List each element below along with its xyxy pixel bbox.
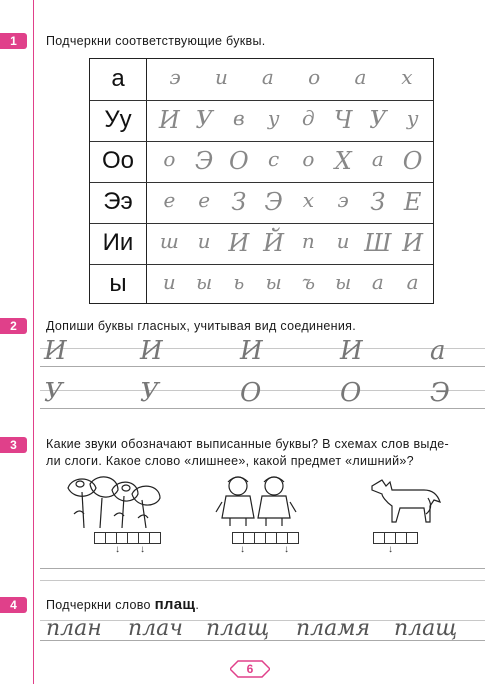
writing-line (40, 580, 485, 581)
task-number-3: 3 (0, 437, 27, 453)
arrow-down-icon: ↓ (140, 544, 145, 555)
dolls-illustration (214, 474, 298, 528)
page-margin-line (33, 0, 34, 684)
cursive-letter[interactable]: И (402, 229, 424, 257)
task-4-instruction-period: . (195, 598, 200, 612)
cursive-letter[interactable]: о (163, 147, 176, 171)
task-3-instruction-line-1: Какие звуки обозначают выписанные буквы? В схемах слов выде- (46, 437, 449, 451)
cursive-word[interactable]: план (46, 616, 102, 641)
wolf-illustration (368, 476, 444, 526)
cursive-word[interactable]: плащ (206, 616, 270, 641)
cursive-letter[interactable]: ы (265, 270, 282, 294)
cursive-letter[interactable]: э (337, 188, 349, 212)
arrow-down-icon: ↓ (388, 544, 393, 555)
table-row-line (90, 264, 433, 265)
cursive-letter[interactable]: п (301, 229, 315, 253)
word-scheme-2 (232, 532, 298, 544)
cursive-letter[interactable]: Ш (364, 229, 392, 257)
cursive-letter[interactable]: И (158, 106, 180, 134)
cursive-letter[interactable]: у (267, 106, 280, 130)
task-number-4: 4 (0, 597, 27, 613)
dotted-letter: И (340, 336, 363, 366)
cursive-letter[interactable]: с (268, 147, 280, 171)
cursive-letter[interactable]: У (195, 106, 213, 134)
cursive-letter[interactable]: и (197, 229, 211, 253)
writing-line (40, 408, 485, 409)
writing-line (40, 366, 485, 367)
cursive-letter[interactable]: ы (334, 270, 352, 294)
target-word: плащ (154, 596, 196, 613)
dotted-letter: Э (430, 378, 450, 408)
cursive-letter[interactable]: И (228, 229, 250, 257)
dotted-letter: И (44, 336, 67, 366)
cursive-letter[interactable]: в (233, 106, 245, 130)
cursive-letter[interactable]: У (369, 106, 387, 134)
task-number-1: 1 (0, 33, 27, 49)
task-3-instruction-line-2: ли слоги. Какое слово «лишнее», какой предмет «лишний»? (46, 454, 414, 468)
cursive-letter[interactable]: о (302, 147, 315, 171)
task-4-instruction (46, 596, 199, 614)
cursive-letter[interactable]: а (261, 65, 274, 89)
poppies-illustration (62, 474, 166, 528)
arrow-down-icon: ↓ (115, 544, 120, 555)
cursive-letter[interactable]: О (229, 147, 249, 175)
table-row-line (90, 223, 433, 224)
cursive-letter[interactable]: э (169, 65, 181, 89)
dotted-letter: И (140, 336, 163, 366)
row-label: Уу (104, 106, 132, 133)
cursive-letter[interactable]: Э (194, 147, 214, 175)
row-label: Ии (102, 229, 134, 256)
cursive-letter[interactable]: и (336, 229, 350, 253)
cursive-letter[interactable]: и (215, 65, 228, 89)
writing-line (40, 390, 485, 391)
dotted-letter: О (240, 378, 262, 408)
task-4-instruction-text: Подчеркни слово (46, 598, 155, 612)
row-label: а (111, 65, 125, 92)
table-row-line (90, 100, 433, 101)
cursive-letter[interactable]: у (406, 106, 419, 130)
cursive-letter[interactable]: Х (334, 147, 352, 175)
cursive-letter[interactable]: Ч (333, 106, 353, 134)
cursive-letter[interactable]: х (302, 188, 315, 212)
cursive-word[interactable]: пламя (296, 616, 371, 641)
table-divider (146, 59, 147, 303)
arrow-down-icon: ↓ (284, 544, 289, 555)
cursive-word[interactable]: плащ (394, 616, 458, 641)
row-label: Оо (101, 147, 134, 174)
cursive-letter[interactable]: а (354, 65, 367, 89)
task-number-2: 2 (0, 318, 27, 334)
dotted-letter: а (430, 336, 446, 366)
row-label: Ээ (103, 188, 133, 215)
cursive-word[interactable]: плач (128, 616, 183, 641)
table-row-line (90, 141, 433, 142)
word-scheme-1 (94, 532, 160, 544)
dotted-letter: У (140, 378, 159, 408)
cursive-letter[interactable]: О (402, 147, 423, 175)
cursive-letter[interactable]: х (401, 65, 413, 89)
cursive-letter[interactable]: а (371, 147, 384, 171)
dotted-letter: О (340, 378, 362, 408)
task-1-instruction: Подчеркни соответствующие буквы. (46, 34, 266, 48)
cursive-letter[interactable]: о (308, 65, 321, 89)
table-row-line (90, 182, 433, 183)
writing-line (40, 568, 485, 569)
cursive-letter[interactable]: Е (403, 188, 422, 216)
row-label: ы (109, 270, 127, 297)
cursive-letter[interactable]: З (231, 188, 247, 216)
page-number: 6 (246, 662, 254, 676)
cursive-letter[interactable]: е (198, 188, 211, 212)
letter-table (89, 58, 434, 304)
cursive-letter[interactable]: а (406, 270, 419, 294)
cursive-letter[interactable]: а (371, 270, 384, 294)
cursive-letter[interactable]: ь (233, 270, 245, 294)
dotted-letter: У (44, 378, 63, 408)
cursive-letter[interactable]: З (370, 188, 386, 216)
task-2-instruction: Допиши буквы гласных, учитывая вид соединения. (46, 319, 356, 333)
cursive-letter[interactable]: д (302, 106, 315, 130)
cursive-letter[interactable]: Й (263, 229, 285, 257)
word-scheme-3 (373, 532, 417, 544)
cursive-letter[interactable]: Э (264, 188, 283, 216)
cursive-letter[interactable]: и (162, 270, 176, 294)
cursive-letter[interactable]: ы (195, 270, 213, 294)
cursive-letter[interactable]: ъ (301, 270, 316, 294)
arrow-down-icon: ↓ (240, 544, 245, 555)
dotted-letter: И (240, 336, 263, 366)
cursive-letter[interactable]: е (163, 188, 176, 212)
cursive-letter[interactable]: ш (159, 229, 179, 253)
